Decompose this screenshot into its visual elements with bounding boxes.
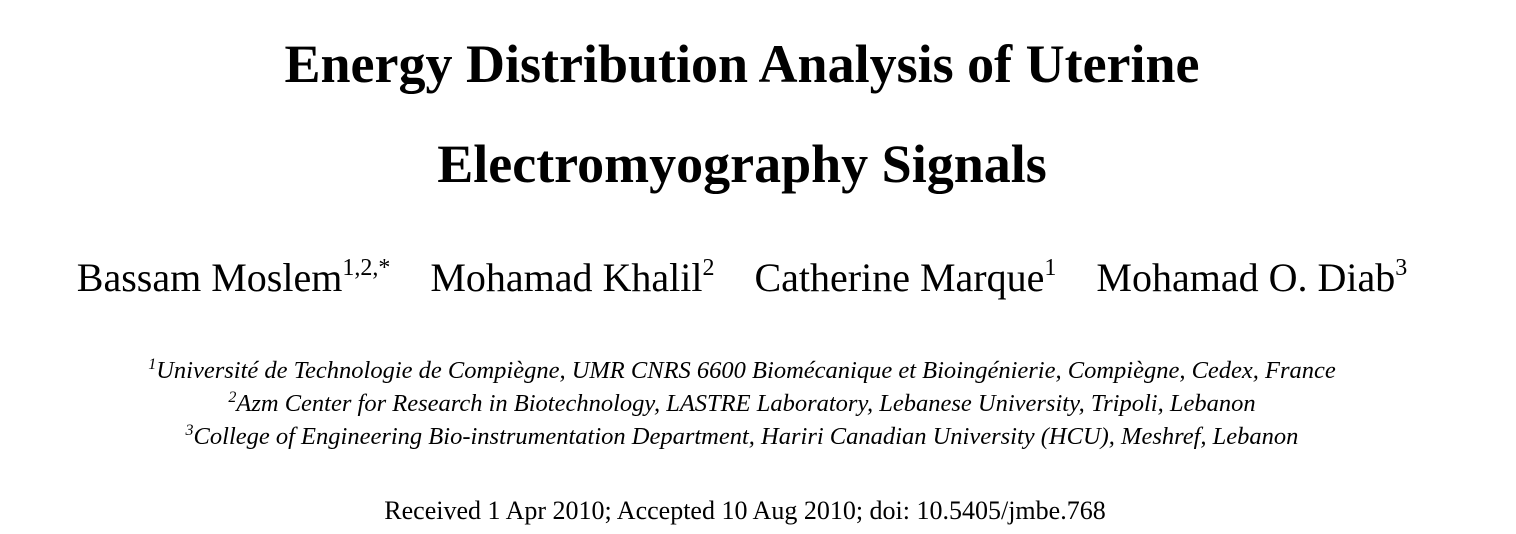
- affiliation-number: 1: [148, 356, 157, 373]
- author-1: [77, 252, 391, 304]
- author-affiliation-marker: 1: [1044, 255, 1057, 281]
- paper-title-line-2: Electromyography Signals: [437, 134, 1047, 194]
- author-2: [430, 252, 714, 304]
- affiliation-text: College of Engineering Bio-instrumentation Department, Hariri Canadian University (HCU), Meshref, Lebanon: [193, 423, 1299, 450]
- author-affiliation-marker: 1,2,*: [342, 255, 391, 281]
- affiliation-2: [0, 387, 1484, 420]
- affiliation-3: [0, 420, 1484, 453]
- affiliation-number: 2: [228, 389, 237, 406]
- received-accepted-doi: Received 1 Apr 2010; Accepted 10 Aug 2010; doi: 10.5405/jmbe.768: [384, 496, 1106, 525]
- author-name: Mohamad Khalil: [430, 255, 703, 300]
- author-4: [1096, 252, 1407, 304]
- author-3: [755, 252, 1057, 304]
- affiliation-1: [0, 354, 1484, 387]
- author-name: Catherine Marque: [754, 255, 1045, 300]
- author-name: Mohamad O. Diab: [1096, 255, 1396, 300]
- affiliation-number: 3: [185, 422, 194, 439]
- paper-title-line-1: Energy Distribution Analysis of Uterine: [284, 34, 1200, 94]
- author-name: Bassam Moslem: [76, 255, 343, 300]
- affiliation-list: [0, 354, 1484, 453]
- author-list: [0, 252, 1484, 304]
- affiliation-text: Azm Center for Research in Biotechnology, LASTRE Laboratory, Lebanese University, Tripoli, Lebanon: [236, 390, 1256, 417]
- author-affiliation-marker: 2: [702, 255, 715, 281]
- affiliation-text: Université de Technologie de Compiègne, UMR CNRS 6600 Biomécanique et Bioingénierie, Compiègne, Cedex, France: [156, 357, 1336, 384]
- author-affiliation-marker: 3: [1395, 255, 1408, 281]
